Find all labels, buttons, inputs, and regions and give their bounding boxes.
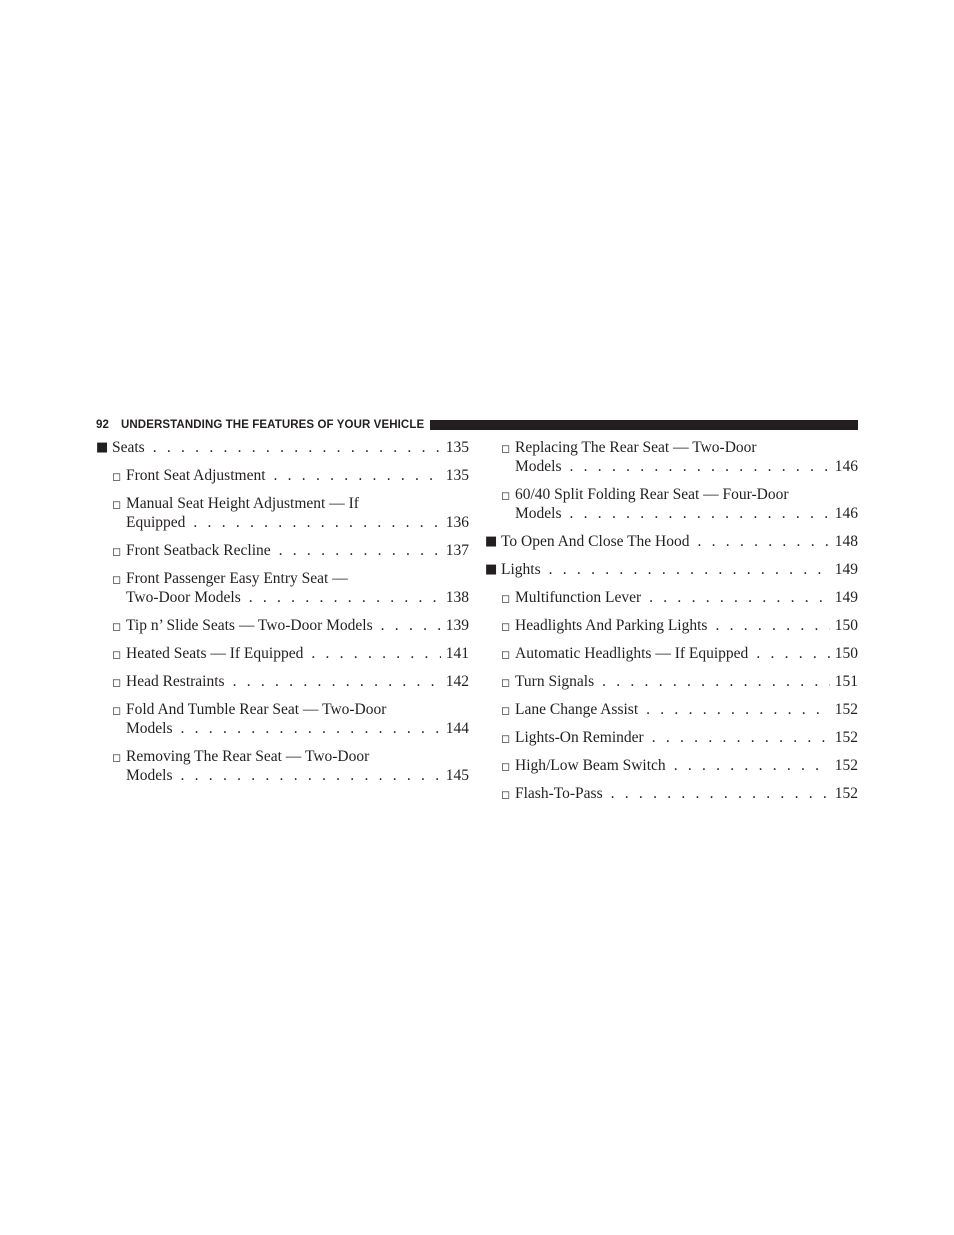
dot-leader (649, 588, 830, 607)
hollow-square-bullet-icon: ◻ (112, 648, 122, 661)
hollow-square-bullet-icon: ◻ (501, 760, 511, 773)
toc-entry-title: High/Low Beam Switch (515, 757, 666, 774)
toc-entry-line (112, 438, 469, 457)
hollow-square-bullet-icon: ◻ (501, 676, 511, 689)
toc-entry-line (126, 616, 469, 635)
toc-entry-line (515, 756, 858, 775)
toc-page-number: 148 (834, 533, 858, 550)
toc-entry-title: Models (126, 767, 173, 784)
toc-entry-line (515, 644, 858, 663)
dot-leader (381, 616, 441, 635)
toc-entry-line (126, 466, 469, 485)
dot-leader (698, 532, 831, 551)
toc-subsection-entry (485, 784, 858, 803)
header-rule (430, 420, 858, 430)
toc-subsection-entry (485, 700, 858, 719)
toc-entry-line (515, 457, 858, 476)
toc-subsection-entry (485, 756, 858, 775)
hollow-square-bullet-icon: ◻ (501, 592, 511, 605)
toc-entry-title: Heated Seats — If Equipped (126, 645, 304, 662)
toc-page-number: 145 (445, 767, 469, 784)
dot-leader (756, 644, 830, 663)
hollow-square-bullet-icon: ◻ (112, 498, 122, 511)
toc-page-number: 151 (834, 673, 858, 690)
toc-subsection-entry (96, 466, 469, 485)
toc-page-number: 137 (445, 542, 469, 559)
toc-entry-line (126, 588, 469, 607)
toc-page-number: 135 (445, 467, 469, 484)
dot-leader (652, 728, 830, 747)
hollow-square-bullet-icon: ◻ (112, 470, 122, 483)
toc-subsection-entry (96, 616, 469, 635)
toc-entry-title: Two-Door Models (126, 589, 241, 606)
toc-entry-line (126, 644, 469, 663)
filled-square-bullet-icon: ■ (96, 440, 109, 455)
hollow-square-bullet-icon: ◻ (112, 620, 122, 633)
toc-entry-title: Lane Change Assist (515, 701, 639, 718)
hollow-square-bullet-icon: ◻ (112, 573, 122, 586)
toc-page-number: 136 (445, 514, 469, 531)
dot-leader (193, 513, 441, 532)
dot-leader (249, 588, 441, 607)
hollow-square-bullet-icon: ◻ (112, 676, 122, 689)
dot-leader (570, 457, 831, 476)
toc-entry-line (126, 747, 469, 766)
toc-page-number: 138 (445, 589, 469, 606)
toc-subsection-entry (96, 747, 469, 785)
dot-leader (274, 466, 442, 485)
toc-subsection-entry (96, 541, 469, 560)
toc-entry-title: Models (515, 505, 562, 522)
toc-subsection-entry (485, 672, 858, 691)
toc-subsection-entry (96, 644, 469, 663)
filled-square-bullet-icon: ■ (485, 562, 498, 577)
toc-page-number: 152 (834, 729, 858, 746)
hollow-square-bullet-icon: ◻ (501, 788, 511, 801)
toc-subsection-entry (96, 700, 469, 738)
toc-entry-title: Lights (501, 561, 541, 578)
toc-entry-line (126, 494, 469, 513)
filled-square-bullet-icon: ■ (485, 534, 498, 549)
toc-page-number: 141 (445, 645, 469, 662)
hollow-square-bullet-icon: ◻ (501, 442, 511, 455)
dot-leader (233, 672, 441, 691)
toc-page-number: 146 (834, 458, 858, 475)
toc-subsection-entry (485, 728, 858, 747)
toc-entry-title: Equipped (126, 514, 186, 531)
toc-page-number: 149 (834, 561, 858, 578)
hollow-square-bullet-icon: ◻ (501, 732, 511, 745)
toc-column-right (485, 438, 858, 812)
page-header (96, 417, 858, 433)
toc-section-entry (485, 532, 858, 551)
toc-subsection-entry (96, 672, 469, 691)
toc-page-number: 142 (445, 673, 469, 690)
toc-page-number: 152 (834, 757, 858, 774)
toc-entry-title: Head Restraints (126, 673, 225, 690)
toc-subsection-entry (485, 616, 858, 635)
toc-entry-line (515, 485, 858, 504)
toc-page-number: 139 (445, 617, 469, 634)
toc-entry-title: Front Seat Adjustment (126, 467, 266, 484)
dot-leader (674, 756, 830, 775)
toc-page-number: 152 (834, 701, 858, 718)
toc-entry-line (515, 438, 858, 457)
toc-entry-line (501, 560, 858, 579)
toc-page-number: 149 (834, 589, 858, 606)
toc-page-number: 150 (834, 617, 858, 634)
dot-leader (181, 766, 442, 785)
toc-entry-line (126, 513, 469, 532)
toc-entry-line (126, 700, 469, 719)
dot-leader (570, 504, 831, 523)
hollow-square-bullet-icon: ◻ (112, 751, 122, 764)
toc-subsection-entry (485, 485, 858, 523)
toc-entry-title: Tip n’ Slide Seats — Two-Door Models (126, 617, 373, 634)
toc-page-number: 135 (445, 439, 469, 456)
toc-entry-line (515, 616, 858, 635)
toc-page-number: 150 (834, 645, 858, 662)
hollow-square-bullet-icon: ◻ (501, 704, 511, 717)
toc-column-left (96, 438, 469, 794)
toc-entry-line (126, 569, 469, 588)
toc-entry-title: To Open And Close The Hood (501, 533, 690, 550)
toc-subsection-entry (96, 494, 469, 532)
toc-section-entry (485, 560, 858, 579)
toc-entry-title: Seats (112, 439, 145, 456)
toc-entry-line (501, 532, 858, 551)
dot-leader (279, 541, 441, 560)
toc-page-number: 146 (834, 505, 858, 522)
page-number: 92 (96, 419, 109, 431)
toc-entry-line (515, 728, 858, 747)
dot-leader (181, 719, 442, 738)
dot-leader (549, 560, 830, 579)
dot-leader (715, 616, 830, 635)
toc-subsection-entry (485, 644, 858, 663)
toc-subsection-entry (485, 438, 858, 476)
toc-entry-line (515, 784, 858, 803)
dot-leader (646, 700, 830, 719)
toc-entry-title: Removing The Rear Seat — Two-Door (126, 748, 370, 765)
toc-section-entry (96, 438, 469, 457)
toc-entry-title: 60/40 Split Folding Rear Seat — Four-Door (515, 486, 789, 503)
toc-subsection-entry (485, 588, 858, 607)
hollow-square-bullet-icon: ◻ (501, 648, 511, 661)
toc-entry-title: Flash-To-Pass (515, 785, 603, 802)
hollow-square-bullet-icon: ◻ (501, 620, 511, 633)
toc-entry-title: Turn Signals (515, 673, 595, 690)
toc-entry-line (126, 719, 469, 738)
toc-entry-title: Fold And Tumble Rear Seat — Two-Door (126, 701, 387, 718)
dot-leader (153, 438, 441, 457)
toc-entry-title: Multifunction Lever (515, 589, 642, 606)
toc-entry-line (515, 588, 858, 607)
toc-entry-line (126, 541, 469, 560)
toc-entry-title: Models (515, 458, 562, 475)
dot-leader (602, 672, 830, 691)
toc-entry-line (126, 766, 469, 785)
toc-entry-line (126, 672, 469, 691)
toc-page-number: 144 (445, 720, 469, 737)
header-title: UNDERSTANDING THE FEATURES OF YOUR VEHICLE (121, 419, 425, 431)
hollow-square-bullet-icon: ◻ (112, 545, 122, 558)
hollow-square-bullet-icon: ◻ (112, 704, 122, 717)
hollow-square-bullet-icon: ◻ (501, 489, 511, 502)
toc-subsection-entry (96, 569, 469, 607)
toc-entry-line (515, 504, 858, 523)
dot-leader (311, 644, 441, 663)
toc-entry-title: Manual Seat Height Adjustment — If (126, 495, 359, 512)
toc-entry-title: Front Seatback Recline (126, 542, 271, 559)
toc-entry-title: Models (126, 720, 173, 737)
toc-entry-line (515, 672, 858, 691)
toc-entry-title: Replacing The Rear Seat — Two-Door (515, 439, 757, 456)
toc-entry-line (515, 700, 858, 719)
toc-entry-title: Lights-On Reminder (515, 729, 644, 746)
toc-entry-title: Front Passenger Easy Entry Seat — (126, 570, 348, 587)
toc-page-number: 152 (834, 785, 858, 802)
dot-leader (611, 784, 830, 803)
toc-entry-title: Automatic Headlights — If Equipped (515, 645, 749, 662)
toc-entry-title: Headlights And Parking Lights (515, 617, 708, 634)
